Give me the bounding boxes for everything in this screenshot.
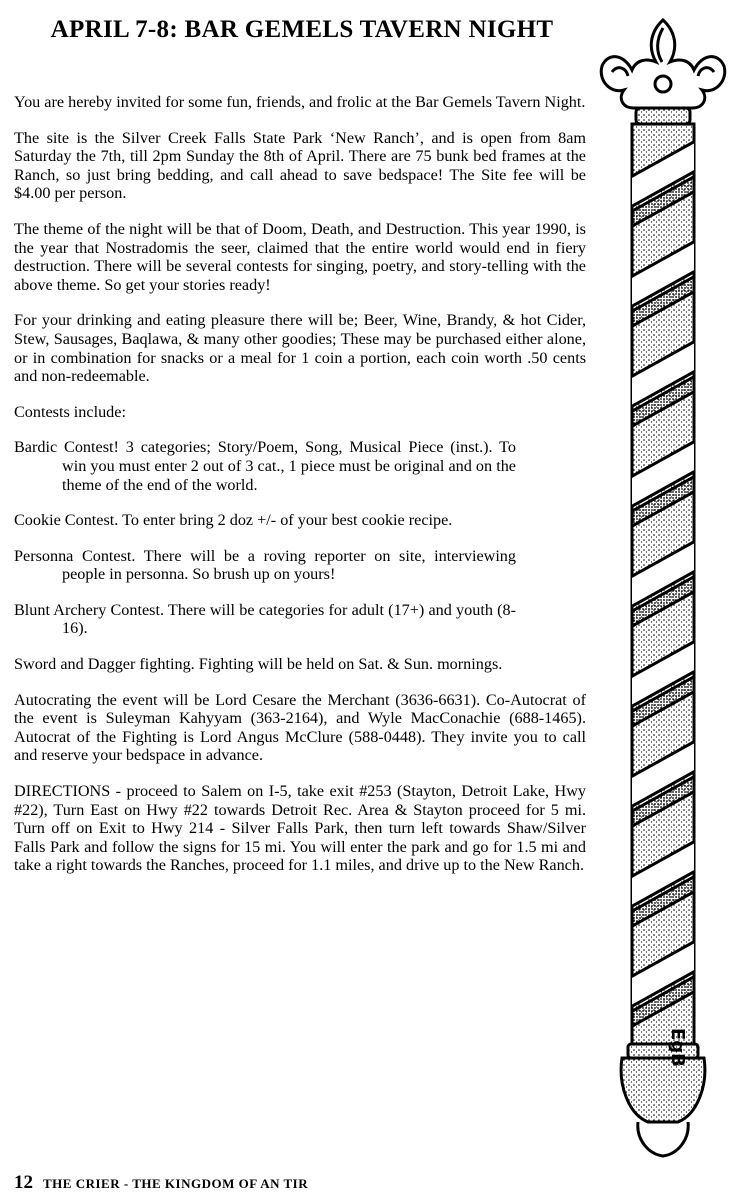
intro-paragraph: You are hereby invited for some fun, friends, and frolic at the Bar Gemels Tavern Night. <box>14 93 586 111</box>
contest-item-sword: Sword and Dagger fighting. Fighting will be held on Sat. & Sun. mornings. <box>14 655 503 674</box>
theme-paragraph: The theme of the night will be that of Doom, Death, and Destruction. This year 1990, is the year that Nostradomis the seer, claimed that the entire world would end in fiery destruction. There will be several contests for singing, poetry, and story-telling with the above theme. So get your stories ready! <box>14 219 586 294</box>
contest-item-bardic: Bardic Contest! 3 categories; Story/Poem, Song, Musical Piece (inst.). To win you must enter 2 out of 3 cat., 1 piece must be original and on the theme of the end of the world. <box>14 438 516 494</box>
directions-paragraph: DIRECTIONS - proceed to Salem on I-5, take exit #253 (Stayton, Detroit Lake, Hwy #22), Turn East on Hwy #22 towards Detroit Rec. Area & Stayton proceed for 5 mi. Turn off on Exit to Hwy 214 - Silver Falls Park, then turn left towards Shaw/Silver Falls Park and follow the signs for 15 mi. You will enter the park and go for 1.5 mi and take a right towards the Ranches, proceed for 1.1 miles, and drive up to the New Ranch. <box>14 782 586 875</box>
twisted-pillar-illustration <box>588 14 738 1174</box>
page-footer <box>14 1172 534 1194</box>
article-body <box>14 93 586 892</box>
contest-item-archery: Blunt Archery Contest. There will be categories for adult (17+) and youth (8-16). <box>14 600 516 638</box>
artist-signature: EgB <box>667 1028 688 1067</box>
food-paragraph: For your drinking and eating pleasure there will be; Beer, Wine, Brandy, & hot Cider, Stew, Sausages, Baqlawa, & many other goodies; These may be purchased either alone, or in combination for snacks or a meal for 1 coin a portion, each coin worth .50 cents and non-redeemable. <box>14 311 586 386</box>
fleur-de-lis-icon <box>601 20 725 108</box>
publication-name: THE CRIER - THE KINGDOM OF AN TIR <box>43 1176 309 1191</box>
contest-item-cookie: Cookie Contest. To enter bring 2 doz +/- of your best cookie recipe. <box>14 511 453 530</box>
autocrats-paragraph: Autocrating the event will be Lord Cesare the Merchant (3636-6631). Co-Autocrat of the event is Suleyman Kahyyam (363-2164), and Wyle MacConachie (688-1465). Autocrat of the Fighting is Lord Angus McClure (588-0448). They invite you to call and reserve your bedspace in advance. <box>14 690 586 765</box>
page-number: 12 <box>14 1172 33 1193</box>
site-paragraph: The site is the Silver Creek Falls State Park ‘New Ranch’, and is open from 8am Saturday the 7th, till 2pm Sunday the 8th of April. There are 75 bunk bed frames at the Ranch, so just bring bedding, and call ahead to save bedspace! The Site fee will be $4.00 per person. <box>14 128 586 203</box>
contest-item-personna: Personna Contest. There will be a roving reporter on site, interviewing people in personna. So brush up on yours! <box>14 546 516 584</box>
article-title: APRIL 7-8: BAR GEMELS TAVERN NIGHT <box>50 16 554 43</box>
contests-intro: Contests include: <box>14 402 126 421</box>
